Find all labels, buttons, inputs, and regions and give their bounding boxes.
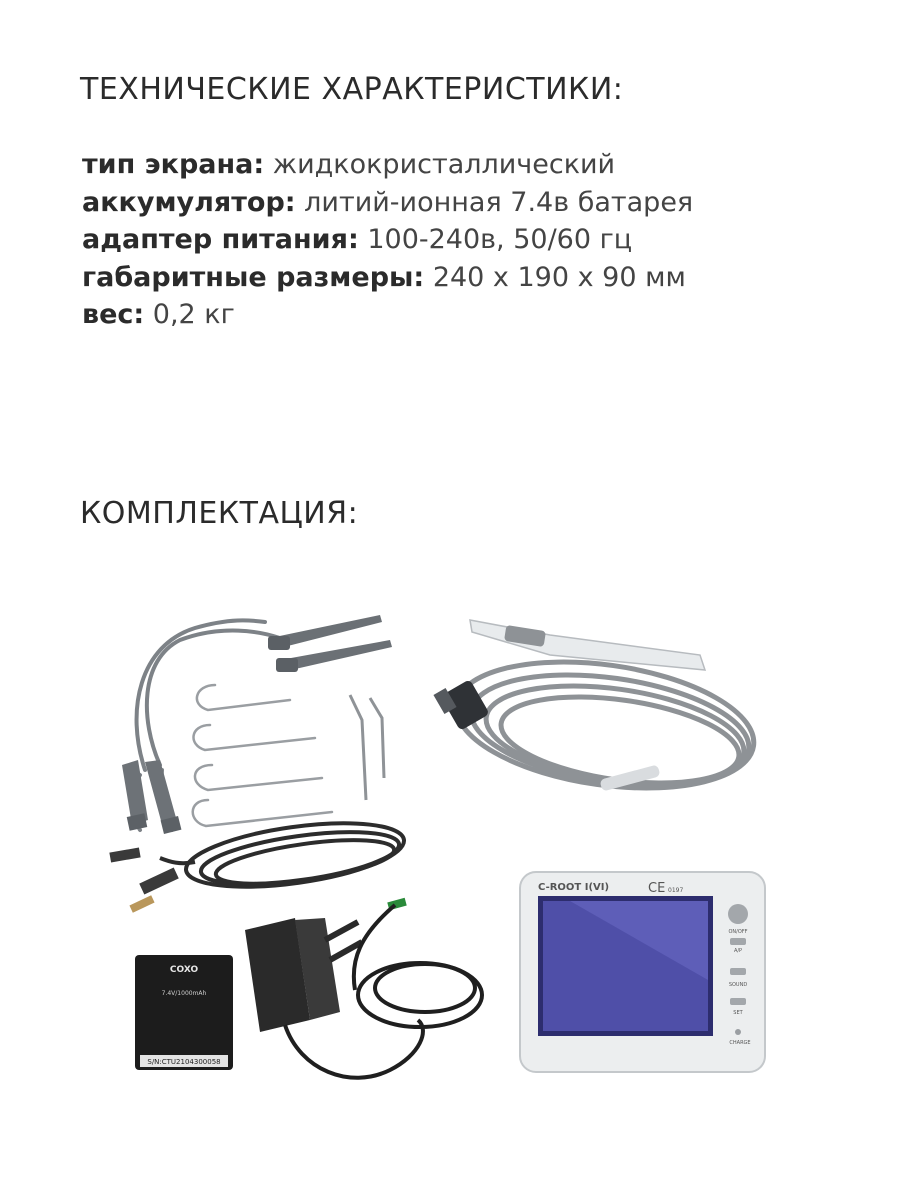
charge-label: CHARGE xyxy=(729,1040,751,1046)
spec-label: вес: xyxy=(82,299,145,330)
ap-button xyxy=(730,938,746,945)
battery xyxy=(135,955,233,1070)
device-model: C-ROOT I(VI) xyxy=(538,882,610,893)
cable-plugs xyxy=(122,760,181,834)
spec-item-battery xyxy=(82,184,693,222)
charge-led xyxy=(735,1029,741,1035)
spec-value: литий-ионная 7.4в батарея xyxy=(295,186,694,218)
file-clip-hooks xyxy=(193,685,332,826)
apex-locator-device xyxy=(520,872,765,1072)
specs-heading: ТЕХНИЧЕСКИЕ ХАРАКТЕРИСТИКИ: xyxy=(80,72,624,107)
spec-label: тип экрана: xyxy=(82,149,265,180)
spec-value: 100-240в, 50/60 гц xyxy=(358,224,633,255)
battery-brand: COXO xyxy=(169,965,199,975)
button-label: A/P xyxy=(733,948,743,954)
spec-item-screen-type xyxy=(82,146,693,184)
ce-mark: CE xyxy=(648,881,666,896)
extension-cable xyxy=(160,812,408,898)
spec-item-weight xyxy=(82,296,693,334)
sound-button xyxy=(730,968,746,975)
kit-heading: КОМПЛЕКТАЦИЯ: xyxy=(80,496,359,531)
button-label: SOUND xyxy=(728,982,748,988)
kit-photo xyxy=(100,600,780,1100)
specs-list xyxy=(82,146,693,334)
button-label: SET xyxy=(733,1010,743,1016)
cable-jacks xyxy=(109,847,178,912)
power-button xyxy=(728,904,748,924)
spec-label: аккумулятор: xyxy=(82,186,296,218)
spec-label: адаптер питания: xyxy=(82,224,359,255)
battery-capacity: 7.4V/1000mAh xyxy=(161,990,207,997)
set-button xyxy=(730,998,746,1005)
ce-number: 0197 xyxy=(668,887,684,894)
probe-needles xyxy=(350,695,384,800)
spec-value: 0,2 кг xyxy=(144,299,235,330)
battery-serial: S/N:CTU2104300058 xyxy=(147,1058,221,1066)
spec-value: 240 х 190 х 90 мм xyxy=(424,261,686,293)
spec-item-power-adapter xyxy=(82,221,693,259)
cable-connector xyxy=(433,679,489,731)
spec-label: габаритные размеры: xyxy=(82,261,425,293)
clip-heads xyxy=(268,615,392,672)
spec-value: жидкокристаллический xyxy=(264,149,616,180)
spec-item-dimensions xyxy=(82,259,693,297)
button-label: ON/OFF xyxy=(728,929,748,935)
